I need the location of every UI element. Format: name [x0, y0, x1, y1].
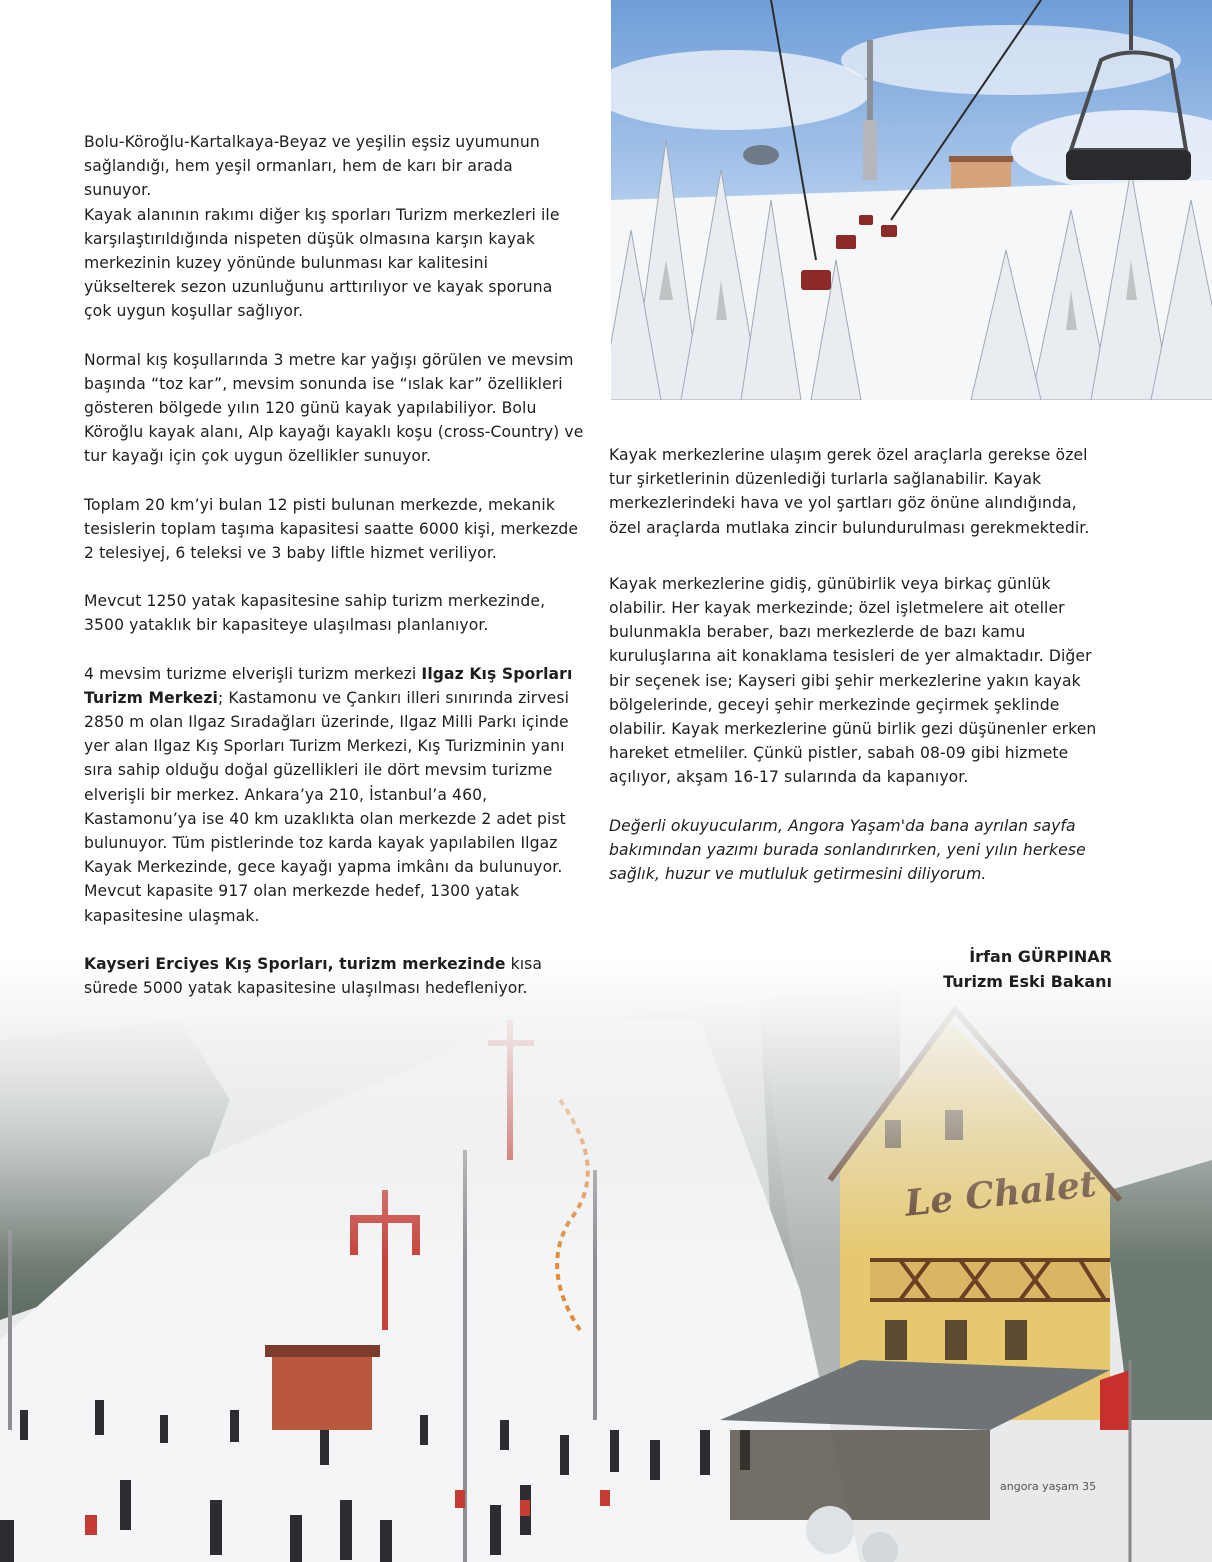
left-text-column: [84, 130, 584, 1024]
paragraph: Kayak merkezlerine gidiş, günübirlik veya birkaç günlük olabilir. Her kayak merkezinde; özel işletmelere ait oteller bulunmakla beraber, bazı merkezlerde de bazı kamu kuruluşlarına ait konaklama tesisleri de yer almaktadır. Diğer bir seçenek ise; Kayseri gibi şehir merkezlerine yakın kayak bölgelerinde, geceyi şehir merkezinde geçirmek şeklinde olabilir. Kayak merkezlerine günü birlik gezi düşünenler erken hareket etmeliler. Çünkü pistler, sabah 08-09 gibi hizmete açılıyor, akşam 16-17 sularında da kapanıyor.: [609, 574, 1097, 787]
paragraph: Kayak merkezlerine ulaşım gerek özel araçlarla gerekse özel tur şirketlerinin düzenlediği turlarla sağlanabilir. Kayak merkezlerindeki hava ve yol şartları göz önüne alındığında, özel araçlarda mutlaka zincir bulundurulması gerekmektedir.: [609, 446, 1090, 537]
paragraph: [84, 952, 584, 1000]
paragraph-text: kısa sürede 5000 yatak kapasitesine ulaşılması hedefleniyor.: [84, 954, 543, 998]
magazine-name: angora yaşam: [1000, 1480, 1079, 1493]
bold-text: Ilgaz Kış Sporları Turizm Merkezi: [84, 664, 573, 707]
page-folio: [1000, 1480, 1096, 1493]
paragraph: [84, 130, 584, 324]
author-name: İrfan GÜRPINAR: [969, 947, 1112, 966]
right-text-column: [609, 443, 1104, 910]
paragraph-text: Kayak alanının rakımı diğer kış sporları Turizm merkezleri ile karşılaştırıldığında nispeten düşük olmasına karşın kayak merkezinin kuzey yönünde bulunması kar kalitesini yükselterek sezon uzunluğunu arttırılıyor ve kayak sporuna çok uygun koşullar sağlıyor.: [84, 205, 560, 321]
author-title: Turizm Eski Bakanı: [943, 972, 1112, 991]
bold-text: Kayseri Erciyes Kış Sporları, turizm merkezinde: [84, 954, 506, 973]
page-number: 35: [1082, 1480, 1097, 1493]
paragraph: [84, 662, 584, 928]
paragraph-text: 4 mevsim turizme elverişli turizm merkezi: [84, 664, 422, 683]
paragraph: Normal kış koşullarında 3 metre kar yağışı görülen ve mevsim başında “toz kar”, mevsim sonunda ise “ıslak kar” özellikleri gösteren bölgede yılın 120 günü kayak yapılabiliyor. Bolu Köroğlu kayak alanı, Alp kayağı kayaklı koşu (cross-Country) ve tur kayağı için çok uygun özellikler sunuyor.: [84, 350, 584, 466]
paragraph: Mevcut 1250 yatak kapasitesine sahip turizm merkezinde, 3500 yataklık bir kapasiteye ulaşılması planlanıyor.: [84, 592, 546, 635]
chairlift-photo: [611, 0, 1212, 400]
author-signature: [943, 944, 1112, 994]
ski-resort-photo: [0, 960, 1212, 1562]
paragraph: Toplam 20 km’yi bulan 12 pisti bulunan merkezde, mekanik tesislerin toplam taşıma kapasitesi saatte 6000 kişi, merkezde 2 telesiyej, 6 teleksi ve 3 baby liftle hizmet veriliyor.: [84, 495, 579, 563]
closing-paragraph: Değerli okuyucularım, Angora Yaşam'da bana ayrılan sayfa bakımından yazımı burada sonlandırırken, yeni yılın herkese sağlık, huzur ve mutluluk getirmesini diliyorum.: [609, 816, 1086, 884]
paragraph-text: ; Kastamonu ve Çankırı illeri sınırında zirvesi 2850 m olan Ilgaz Sıradağları üzerinde, Ilgaz Milli Parkı içinde yer alan Ilgaz Kış Sporları Turizm Merkezi, Kış Turizminin yanı sıra sahip olduğu doğal güzellikleri ile dört mevsim turizme elverişli bir merkez. Ankara’ya 210, İstanbul’a 460, Kastamonu’ya ise 40 km uzaklıkta olan merkezde 2 adet pist bulunuyor. Tüm pistlerinde toz karda kayak yapılabilen Ilgaz Kayak Merkezinde, gece kayağı yapma imkânı da bulunuyor. Mevcut kapasite 917 olan merkezde hedef, 1300 yatak kapasitesine ulaşmak.: [84, 688, 569, 925]
paragraph-text: Bolu-Köroğlu-Kartalkaya-Beyaz ve yeşilin eşsiz uyumunun sağlandığı, hem yeşil ormanları, hem de karı bir arada sunuyor.: [84, 133, 540, 200]
